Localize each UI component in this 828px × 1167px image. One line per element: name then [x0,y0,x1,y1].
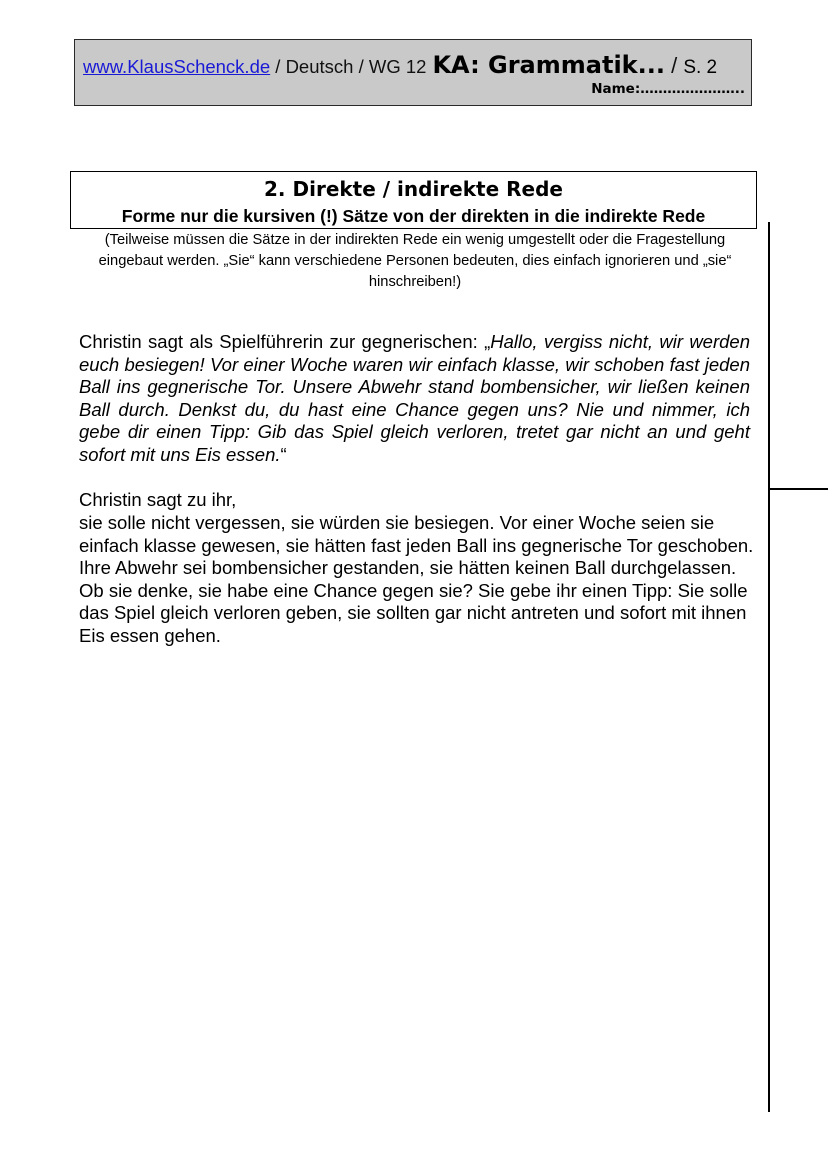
margin-line [768,222,770,1112]
page-header [74,39,752,106]
exam-title: KA: Grammatik... [432,51,665,79]
answer-intro: Christin sagt zu ihr, [79,489,237,510]
direct-speech: Hallo, vergiss nicht, wir werden euch besiegen! Vor einer Woche waren wir einfach klasse, wir schoben fast jeden Ball ins gegnerische Tor. Unsere Abwehr stand bombensicher, wir ließen keinen Ball durch. Denkst du, du hast eine Chance gegen uns? Nie und nimmer, ich gebe dir einen Tipp: Gib das Spiel gleich verloren, tretet gar nicht an und geht sofort mit uns Eis essen. [79,331,751,465]
quote-close: “ [280,443,287,465]
section-title-box [70,171,757,229]
answer-text: sie solle nicht vergessen, sie würden sie besiegen. Vor einer Woche seien sie einfach klasse gewesen, sie hätten fast jeden Ball ins gegnerische Tor geschoben. Ihre Abwehr sei bombensicher gestanden, sie hätten keinen Ball durchgelassen. Ob sie denke, sie habe eine Chance gegen sie? Sie gebe ihr einen Tipp: Sie solle das Spiel gleich verloren geben, sie sollten gar nicht antreten und sofort mit ihnen Eis essen gehen. [79,512,754,646]
margin-tick [768,488,828,490]
subject-path: / Deutsch [270,56,354,77]
paragraph-intro: Christin sagt als Spielführerin zur gegnerischen: [79,331,485,352]
instruction-note: (Teilweise müssen die Sätze in der indirekten Rede ein wenig umgestellt oder die Fragestellung eingebaut werden. „Sie“ kann verschiedene Personen bedeuten, dies einfach ignorieren und „sie“ hinschreiben!) [98,232,732,290]
quote-open: „ [484,331,491,352]
class-path: / WG 12 [353,56,427,77]
site-link[interactable]: www.KlausSchenck.de [83,56,271,77]
section-title: 2. Direkte / indirekte Rede [264,177,563,201]
name-field-label: Name:………………….. [591,81,745,97]
section-instruction: Forme nur die kursiven (!) Sätze von der direkten in die indirekte Rede [121,206,706,226]
page-number: S. 2 [683,57,718,78]
exercise-paragraph [79,331,750,466]
title-slash: / [664,53,684,78]
header-line [83,50,717,83]
